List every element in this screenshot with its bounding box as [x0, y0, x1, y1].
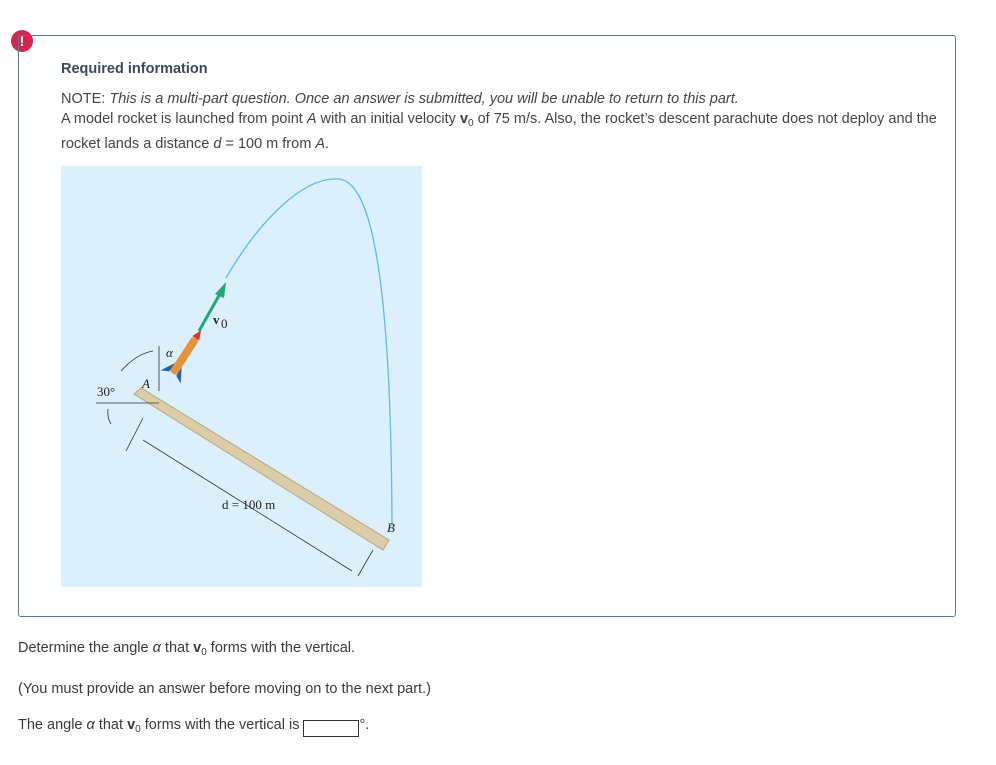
distance-label: d = 100 m: [222, 497, 276, 512]
problem-text-3: of 75 m/s. Also, the rocket’s descent parachute does not deploy and the rocket lands a distance: [61, 111, 937, 152]
answer-end: forms with the vertical is: [140, 717, 300, 733]
note-text: This is a multi-part question. Once an answer is submitted, you will be unable to return to this part.: [109, 91, 739, 107]
degree-unit: °.: [359, 717, 370, 733]
v0-subscript: 0: [468, 118, 474, 129]
problem-text-2: with an initial velocity: [316, 111, 460, 127]
prompt-end: forms with the vertical.: [206, 640, 356, 656]
note-label: NOTE:: [61, 91, 106, 107]
point-a-2: A: [315, 136, 325, 152]
alpha-symbol: α: [152, 640, 161, 656]
problem-statement: [61, 89, 941, 154]
trajectory-curve: [226, 179, 392, 526]
problem-text-1: A model rocket is launched from point: [61, 111, 307, 127]
alpha-arc: [121, 351, 153, 371]
problem-end: .: [324, 136, 330, 152]
velocity-arrowhead: [215, 282, 226, 298]
alpha-symbol-a: α: [86, 717, 95, 733]
alpha-label: α: [166, 345, 173, 360]
v0-label: v: [213, 312, 220, 327]
rocket-diagram: [61, 166, 422, 587]
prompt-mid: that: [160, 640, 194, 656]
answer-start: The angle: [18, 717, 87, 733]
point-a-label: A: [142, 376, 150, 391]
notice-text: (You must provide an answer before moving on to the next part.): [18, 681, 431, 697]
point-a: A: [306, 111, 317, 127]
v0-sub-q: 0: [201, 647, 207, 658]
prompt-start: Determine the angle: [18, 640, 153, 656]
angle-arc: [108, 409, 111, 424]
dimension-tick-b: [358, 550, 373, 576]
v0-symbol-q: v: [193, 640, 202, 656]
rocket-figure: [61, 166, 422, 587]
v0-symbol: v: [459, 111, 469, 127]
d-symbol: d: [213, 136, 222, 152]
angle-label: 30°: [97, 384, 116, 399]
v0-symbol-a: v: [127, 717, 136, 733]
point-b-label: B: [387, 520, 395, 535]
info-title: Required information: [61, 61, 208, 77]
problem-text-4: = 100 m from: [221, 136, 316, 152]
dimension-tick-a: [126, 418, 143, 451]
alert-icon: !: [11, 30, 33, 52]
v0-label-sub: 0: [221, 316, 228, 331]
angle-answer-input[interactable]: [303, 720, 359, 737]
answer-line: [18, 717, 369, 737]
question-prompt: [18, 640, 355, 658]
v0-sub-a: 0: [135, 724, 141, 735]
ramp: [134, 388, 389, 550]
answer-mid: that: [94, 717, 128, 733]
